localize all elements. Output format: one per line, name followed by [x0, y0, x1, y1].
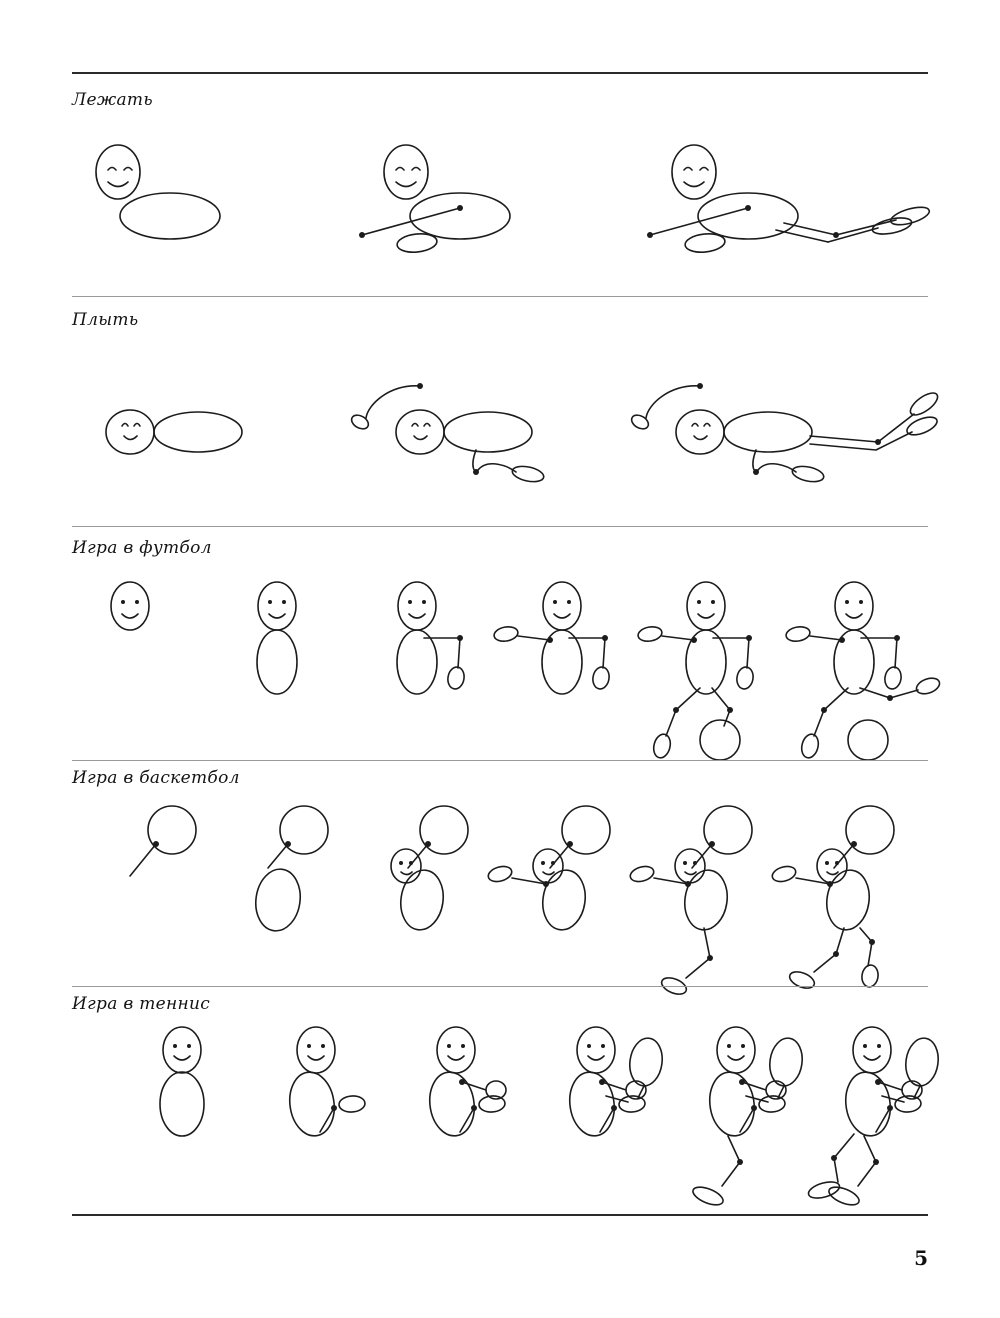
rule-divider-1 [72, 296, 928, 297]
rule-divider-3 [72, 760, 928, 761]
section-label-lying: Лежать [72, 90, 153, 110]
rule-divider-4 [72, 986, 928, 987]
figure-swimming-2 [349, 383, 545, 484]
figure-row-basketball [72, 796, 928, 996]
figure-football-5 [637, 582, 755, 760]
figure-basketball-6 [771, 806, 894, 991]
rule-bottom [72, 1214, 928, 1216]
figure-tennis-6 [807, 1027, 941, 1208]
figure-basketball-5 [629, 806, 752, 997]
figure-football-6 [785, 582, 942, 760]
rule-divider-2 [72, 526, 928, 527]
figure-row-football [72, 570, 928, 770]
figure-tennis-5 [691, 1027, 806, 1208]
figure-swimming-3 [629, 383, 941, 484]
figure-football-1 [111, 582, 149, 630]
figure-tennis-4 [566, 1027, 665, 1139]
figure-football-4 [493, 582, 611, 694]
section-label-tennis: Игра в теннис [72, 994, 211, 1014]
figure-row-tennis [72, 1020, 928, 1210]
figure-basketball-3 [391, 806, 468, 933]
figure-tennis-2 [286, 1027, 366, 1139]
figure-swimming-1 [106, 410, 242, 454]
figure-football-2 [257, 582, 297, 694]
page-number: 5 [914, 1246, 928, 1270]
figure-row-swimming [72, 370, 928, 510]
figure-tennis-1 [160, 1027, 204, 1136]
figure-lying-1 [96, 145, 220, 239]
figure-lying-2 [359, 145, 510, 254]
figure-row-lying [72, 130, 928, 270]
rule-top [72, 72, 928, 74]
figure-lying-3 [647, 145, 931, 254]
figure-basketball-4 [487, 806, 610, 933]
section-label-swimming: Плыть [72, 310, 139, 330]
figure-basketball-2 [252, 806, 328, 934]
figure-basketball-1 [130, 806, 196, 876]
section-label-basketball: Игра в баскетбол [72, 768, 240, 788]
section-label-football: Игра в футбол [72, 538, 212, 558]
figure-tennis-3 [426, 1027, 506, 1139]
figure-football-3 [397, 582, 466, 694]
